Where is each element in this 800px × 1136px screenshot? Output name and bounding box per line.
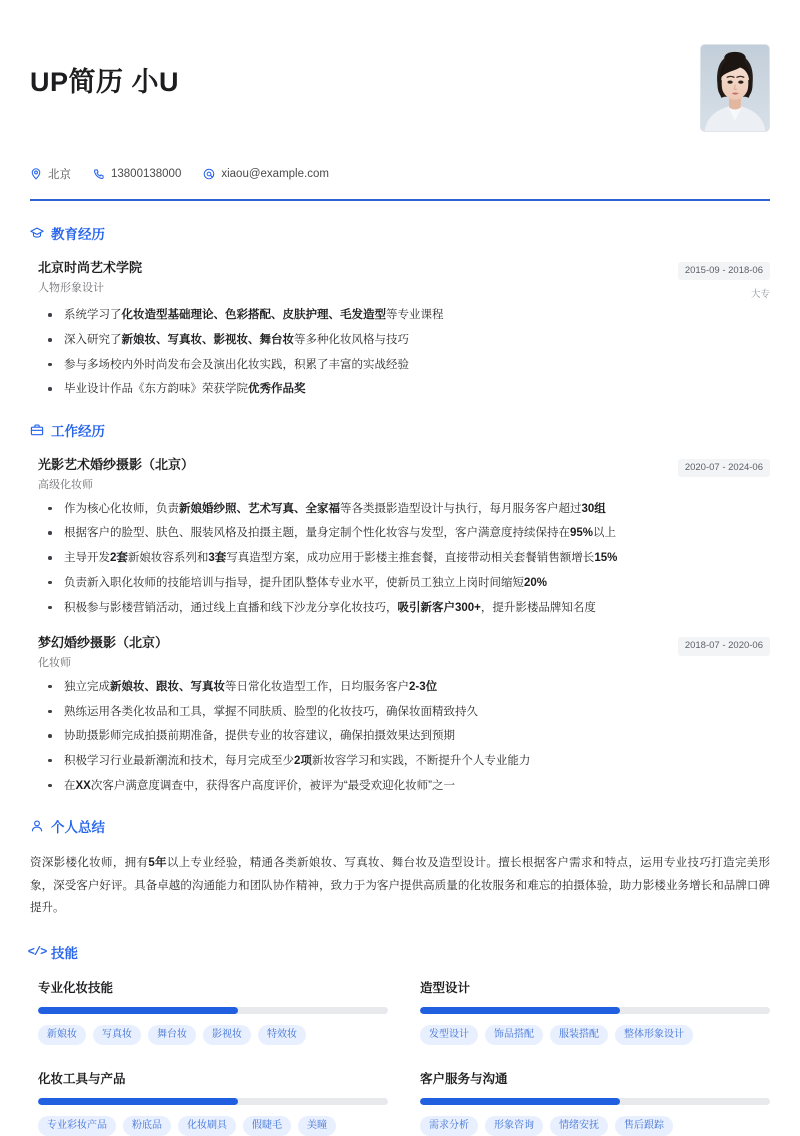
section-title-summary [30,816,770,836]
header-left [30,44,179,98]
header-divider [30,199,770,201]
entry-header [38,456,770,494]
bullet-item: 作为核心化妆师，负责新娘婚纱照、艺术写真、全家福等各类摄影造型设计与执行，每月服务客户超过30组 [38,501,770,518]
section-title-work [30,420,770,440]
skill-tag: 特效妆 [258,1025,306,1045]
bullet-item: 熟练运用各类化妆品和工具，掌握不同肤质、脸型的化妆技巧，确保妆面精致持久 [38,704,770,721]
skill-tag: 情绪安抚 [550,1116,608,1136]
date-badge: 2020-07 - 2024-06 [678,459,770,477]
avatar [700,44,770,132]
section-label: 个人总结 [51,820,105,836]
entry-header-left [38,634,168,672]
briefcase-icon [30,423,44,437]
skill-tag: 美瞳 [298,1116,336,1136]
section-education [30,223,770,398]
contact-email-text: xiaou@example.com [221,168,329,180]
skill-progress-bar [420,1007,770,1014]
summary-text: 资深影楼化妆师，拥有5年以上专业经验，精通各类新娘妆、写真妆、舞台妆及造型设计。擅长根据客户需求和特点，运用专业技巧打造完美形象，深受客户好评。具备卓越的沟通能力和团队协作精神，致力于为客户提供高质量的化妆服务和难忘的拍摄体验，助力影楼业务增长和品牌口碑提升。 [30,857,770,915]
phone-icon [93,168,105,180]
skill-tag: 粉底品 [123,1116,171,1136]
skill-progress-fill [38,1007,238,1014]
contact-location-text: 北京 [48,169,71,181]
contact-item-location [30,166,71,182]
work-entries [30,456,770,794]
entry-organization: 光影艺术婚纱摄影（北京） [38,457,195,473]
person-icon [30,819,44,833]
skill-tag: 影视妆 [203,1025,251,1045]
skill-tag: 售后跟踪 [615,1116,673,1136]
entry-role: 人物形象设计 [38,281,104,294]
date-badge: 2018-07 - 2020-06 [678,637,770,655]
skill-tag: 整体形象设计 [615,1025,693,1045]
bullet-item: 积极参与影楼营销活动，通过线上直播和线下沙龙分享化妆技巧，吸引新客户300+，提升影楼品牌知名度 [38,600,770,617]
bullet-item: 毕业设计作品《东方韵味》荣获学院优秀作品奖 [38,381,770,398]
section-label: 工作经历 [51,424,105,440]
bullet-item: 在XX次客户满意度调查中，获得客户高度评价，被评为“最受欢迎化妆师”之一 [38,778,770,795]
skill-block [38,978,388,1045]
skill-progress-bar [38,1007,388,1014]
skill-name: 客户服务与沟通 [420,1071,508,1086]
section-work [30,420,770,794]
entry-bullet-list [38,679,770,794]
skill-tag-list [38,1116,388,1136]
entry-organization: 北京时尚艺术学院 [38,260,143,275]
entry-header-right [678,634,770,655]
skill-tag-list [38,1025,388,1045]
skill-block [420,1069,770,1136]
entry-header [38,259,770,300]
contact-row [30,166,770,182]
section-title-education [30,223,770,243]
experience-entry [30,456,770,616]
bullet-item: 积极学习行业最新潮流和技术，每月完成至少2项新妆容学习和实践，不断提升个人专业能力 [38,753,770,770]
section-label: 教育经历 [51,227,105,242]
location-pin-icon [30,168,42,180]
entry-header-left [38,456,194,494]
contact-item-email [203,168,329,180]
entry-meta: 大专 [750,289,770,301]
section-summary [30,816,770,919]
skill-progress-fill [420,1007,620,1014]
portrait-photo-icon [701,45,769,131]
date-badge: 2015-09 - 2018-06 [678,262,770,280]
entry-header-left [38,259,142,297]
skill-name: 化妆工具与产品 [38,1071,126,1086]
skill-tag-list [420,1116,770,1136]
skill-progress-fill [420,1098,620,1105]
skill-tag: 需求分析 [420,1116,478,1136]
skill-tag: 形象咨询 [485,1116,543,1136]
bullet-item: 参与多场校内外时尚发布会及演出化妆实践，积累了丰富的实战经验 [38,357,770,374]
bullet-item: 深入研究了新娘妆、写真妆、影视妆、舞台妆等多种化妆风格与技巧 [38,332,770,349]
bullet-item: 协助摄影师完成拍摄前期准备，提供专业的妆容建议，确保拍摄效果达到预期 [38,728,770,745]
entry-bullet-list [38,307,770,398]
skill-progress-bar [38,1098,388,1105]
code-icon: </> [27,944,47,959]
skill-tag: 假睫毛 [243,1116,291,1136]
bullet-item: 负责新入职化妆师的技能培训与指导，提升团队整体专业水平，使新员工独立上岗时间缩短20% [38,575,770,592]
contact-item-phone [93,168,181,180]
skill-name: 造型设计 [420,980,471,995]
section-title-skills [27,942,770,962]
skill-tag: 新娘妆 [38,1025,86,1045]
contact-phone-text: 13800138000 [111,168,182,180]
section-skills [27,942,770,1136]
skill-tag-list [420,1025,770,1045]
skill-progress-fill [38,1098,238,1105]
section-label: 技能 [51,945,78,961]
resume-header [30,0,770,132]
page-title: UP简历 小U [30,67,180,97]
skill-tag: 写真妆 [93,1025,141,1045]
entry-bullet-list [38,501,770,616]
skill-progress-bar [420,1098,770,1105]
entry-role: 化妆师 [38,657,71,670]
entry-header [38,634,770,672]
skill-tag: 化妆刷具 [178,1116,236,1136]
experience-entry [30,259,770,398]
entry-role: 高级化妆师 [38,478,93,491]
bullet-item: 根据客户的脸型、肤色、服装风格及拍摄主题，量身定制个性化妆容与发型，客户满意度持续保持在95%以上 [38,525,770,542]
entry-organization: 梦幻婚纱摄影（北京） [38,635,169,651]
skill-tag: 专业彩妆产品 [38,1116,116,1136]
bullet-item: 独立完成新娘妆、跟妆、写真妆等日常化妆造型工作，日均服务客户2-3位 [38,679,770,696]
education-entries [30,259,770,398]
skill-tag: 发型设计 [420,1025,478,1045]
bullet-item: 主导开发2套新娘妆容系列和3套写真造型方案，成功应用于影楼主推套餐，直接带动相关套餐销售额增长15% [38,550,770,567]
experience-entry [30,634,770,794]
entry-header-right [678,259,770,300]
skill-block [420,978,770,1045]
bullet-item: 系统学习了化妆造型基础理论、色彩搭配、皮肤护理、毛发造型等专业课程 [38,307,770,324]
email-at-icon [203,168,215,180]
skills-grid [30,978,770,1136]
skill-tag: 舞台妆 [148,1025,196,1045]
entry-header-right [678,456,770,477]
skill-name: 专业化妆技能 [38,980,114,995]
skill-tag: 服装搭配 [550,1025,608,1045]
skill-block [38,1069,388,1136]
graduation-cap-icon [30,226,44,240]
skill-tag: 饰品搭配 [485,1025,543,1045]
